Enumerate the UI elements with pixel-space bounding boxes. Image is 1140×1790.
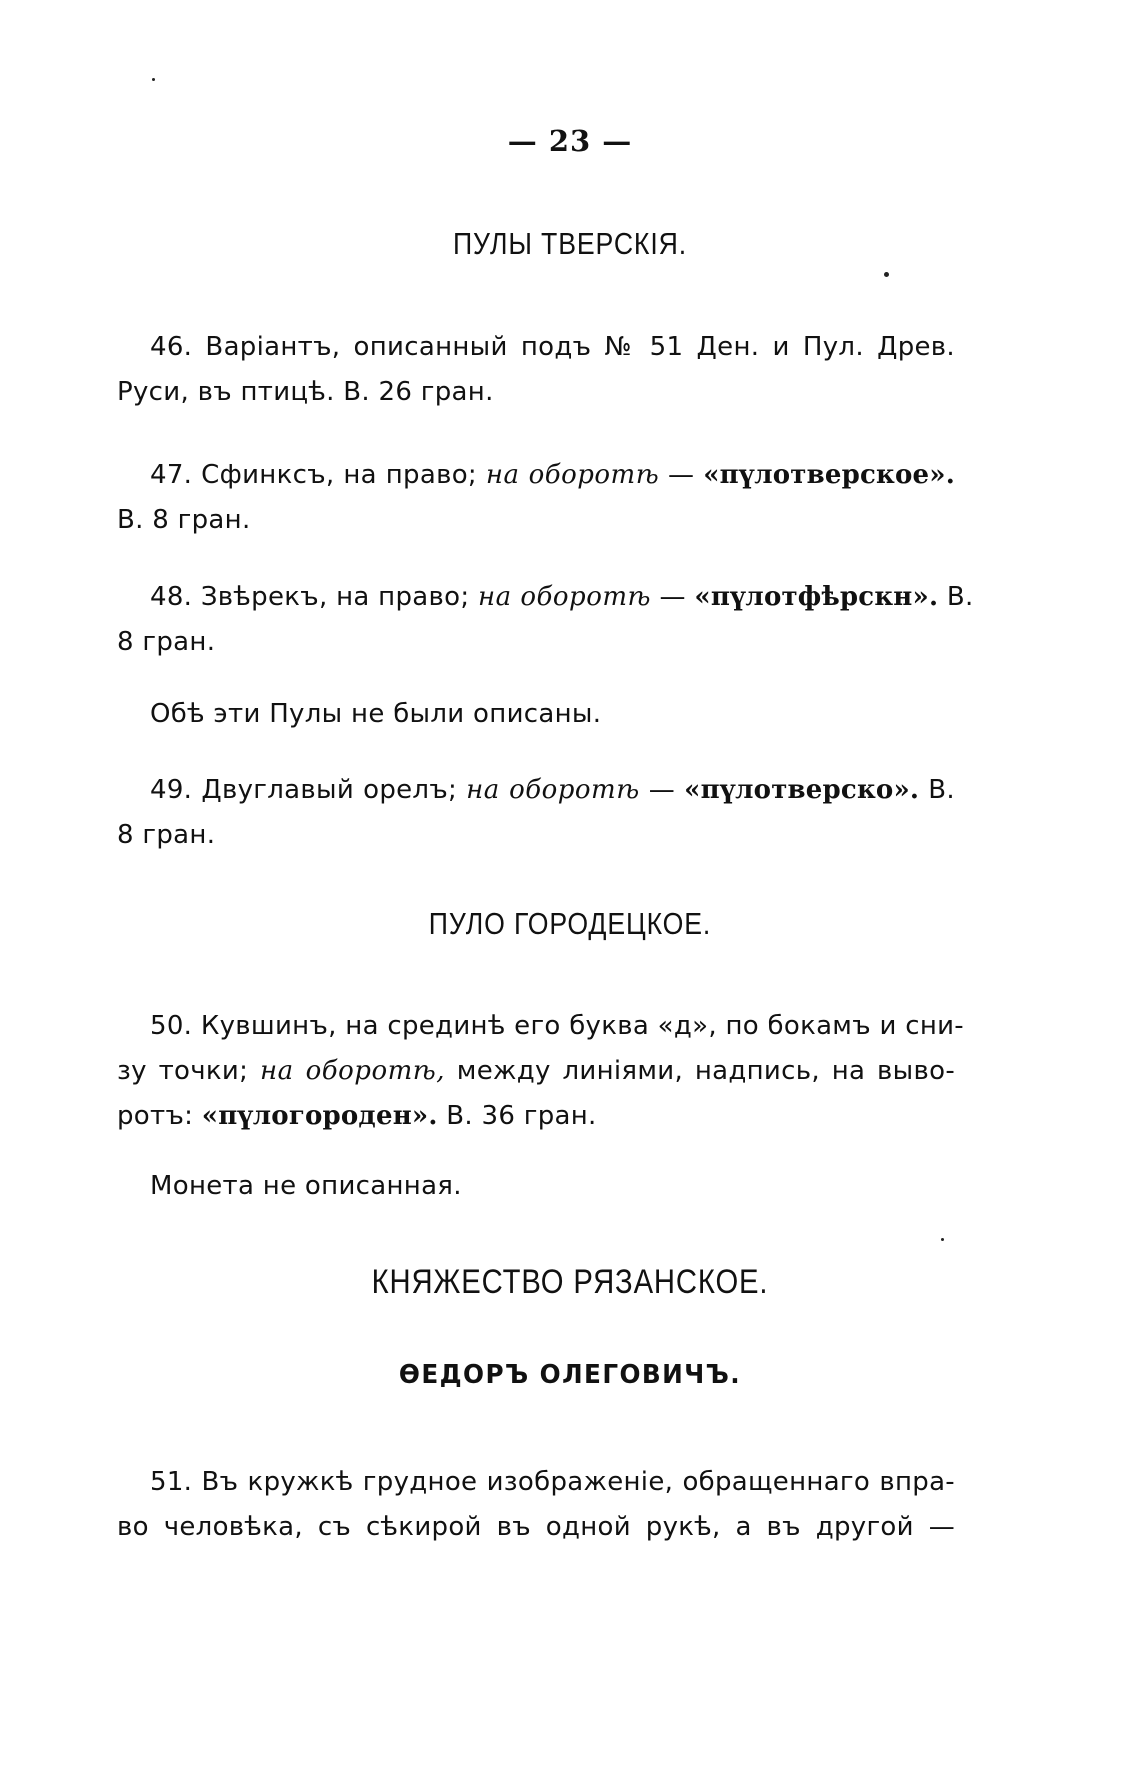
- entry-48-line-1: [117, 575, 974, 620]
- print-speck: [941, 1238, 944, 1241]
- entry-48-dash: —: [659, 582, 686, 612]
- entry-49-line-1: [117, 768, 955, 813]
- print-speck: [884, 272, 889, 277]
- section-heading-ryazan-principality: КНЯЖЕСТВО РЯЗАНСКОЕ.: [371, 1263, 769, 1301]
- entry-51-line-2: во человѣка, съ сѣкирой въ одной рукѣ, а въ другой —: [117, 1512, 955, 1542]
- entry-48-reverse-label: на оборотѣ: [477, 582, 651, 612]
- entry-46-line-2: Руси, въ птицѣ. В. 26 гран.: [117, 377, 494, 407]
- entry-48-weight-label: В.: [946, 582, 974, 612]
- entry-48-description: 48. Звѣрекъ, на право;: [150, 582, 470, 612]
- entry-47-legend: «пүлотверское».: [703, 460, 955, 490]
- entry-49-dash: —: [648, 775, 676, 805]
- entry-50-line-1: 50. Кувшинъ, на срединѣ его буква «д», по бокамъ и сни-: [150, 1011, 964, 1041]
- entry-49: [117, 768, 955, 858]
- entry-49-line-2: 8 гран.: [117, 820, 216, 850]
- page-number: — 23 —: [507, 124, 633, 158]
- entry-47-line-2: В. 8 гран.: [117, 505, 251, 535]
- print-speck: [152, 78, 155, 81]
- entry-49-weight-label: В.: [928, 775, 955, 805]
- entry-50-weight: В. 36 гран.: [446, 1101, 597, 1131]
- entry-50-line-2: [117, 1049, 955, 1094]
- entry-48: [117, 575, 974, 665]
- entry-47-line-1: [117, 453, 955, 498]
- note-tver-undescribed: [117, 692, 955, 737]
- entry-48-line-2: 8 гран.: [117, 627, 216, 657]
- entry-50-reverse-label: на оборотѣ,: [260, 1056, 445, 1086]
- entry-50-dots: зу точки;: [117, 1056, 249, 1086]
- entry-46: [117, 325, 955, 415]
- entry-50-line-3: [117, 1094, 955, 1139]
- note-gorodets-text: Монета не описанная.: [150, 1171, 462, 1201]
- entry-51: [117, 1460, 955, 1550]
- subheading-fedor-olegovich: ѲЕДОРЪ ОЛЕГОВИЧЪ.: [398, 1360, 742, 1390]
- entry-48-legend: «пүлотфѣрскн».: [694, 582, 939, 612]
- section-heading-gorodets-pulo: ПУЛО ГОРОДЕЦКОЕ.: [428, 906, 712, 941]
- entry-46-line-1: 46. Варіантъ, описанный подъ № 51 Ден. и Пул. Древ.: [150, 332, 955, 362]
- entry-47-dash: —: [668, 460, 695, 490]
- note-tver-text: Обѣ эти Пулы не были описаны.: [150, 699, 602, 729]
- entry-47-reverse-label: на оборотѣ: [485, 460, 660, 490]
- entry-49-legend: «пүлотверско».: [684, 775, 920, 805]
- entry-50: [117, 1004, 964, 1139]
- entry-50-legend: «пүлогороден».: [201, 1101, 438, 1131]
- entry-47-description: 47. Сфинксъ, на право;: [150, 460, 477, 490]
- entry-49-description: 49. Двуглавый орелъ;: [150, 775, 458, 805]
- entry-50-inscription: между линіями, надпись, на выво-: [456, 1056, 956, 1086]
- entry-47: [117, 453, 955, 543]
- section-heading-tver-pulos: ПУЛЫ ТВЕРСКІЯ.: [453, 226, 687, 261]
- entry-49-reverse-label: на оборотѣ: [466, 775, 640, 805]
- entry-51-line-1: 51. Въ кружкѣ грудное изображеніе, обращеннаго впра-: [150, 1467, 955, 1497]
- note-gorodets-undescribed: [117, 1164, 955, 1209]
- entry-50-reversed: ротъ:: [117, 1101, 194, 1131]
